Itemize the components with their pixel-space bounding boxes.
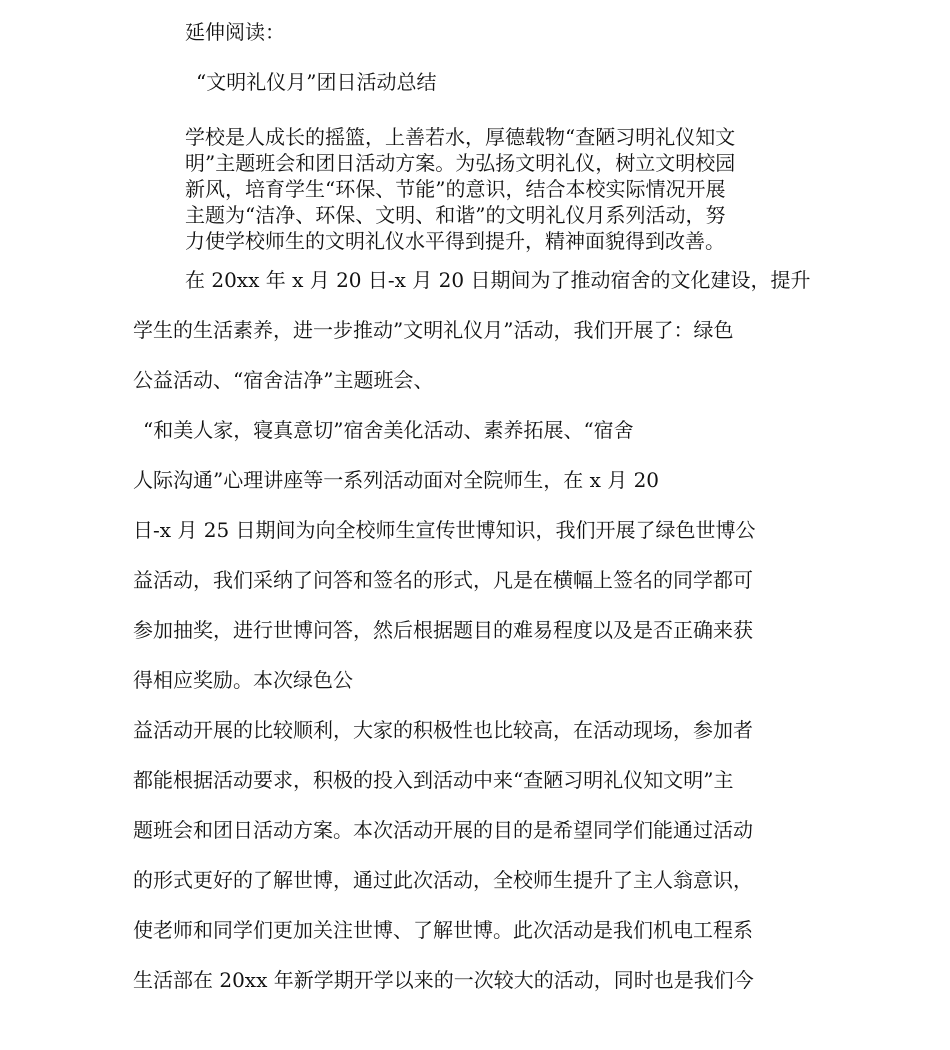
intro-line: 力使学校师生的文明礼仪水平得到提升，精神面貌得到改善。 bbox=[185, 229, 725, 253]
intro-line: 学校是人成长的摇篮，上善若水，厚德载物“查陋习明礼仪知文 bbox=[185, 125, 736, 149]
section-heading: 延伸阅读： bbox=[185, 20, 285, 44]
body-line: 公益活动、“宿舍洁净”主题班会、 bbox=[133, 368, 434, 392]
body-line: 人际沟通”心理讲座等一系列活动面对全院师生，在 x 月 20 bbox=[133, 468, 660, 492]
intro-line: 主题为“洁净、环保、文明、和谐”的文明礼仪月系列活动，努 bbox=[185, 203, 726, 227]
body-line: 使老师和同学们更加关注世博、了解世博。此次活动是我们机电工程系 bbox=[133, 918, 753, 942]
body-line: 在 20xx 年 x 月 20 日-x 月 20 日期间为了推动宿舍的文化建设，提升 bbox=[185, 268, 811, 292]
body-line: 益活动，我们采纳了问答和签名的形式，凡是在横幅上签名的同学都可 bbox=[133, 568, 753, 592]
body-line: 都能根据活动要求，积极的投入到活动中来“查陋习明礼仪知文明”主 bbox=[133, 768, 734, 792]
body-line: 益活动开展的比较顺利，大家的积极性也比较高，在活动现场，参加者 bbox=[133, 718, 753, 742]
body-line: 题班会和团日活动方案。本次活动开展的目的是希望同学们能通过活动 bbox=[133, 818, 753, 842]
body-line: 得相应奖励。本次绿色公 bbox=[133, 668, 353, 692]
body-line: 学生的生活素养，进一步推动”文明礼仪月”活动，我们开展了：绿色 bbox=[133, 318, 734, 342]
article-title: “文明礼仪月”团日活动总结 bbox=[196, 70, 437, 94]
body-line: “和美人家，寝真意切”宿舍美化活动、素养拓展、“宿舍 bbox=[143, 418, 634, 442]
body-line: 日-x 月 25 日期间为向全校师生宣传世博知识，我们开展了绿色世博公 bbox=[133, 518, 756, 542]
body-line: 生活部在 20xx 年新学期开学以来的一次较大的活动，同时也是我们今 bbox=[133, 968, 754, 992]
body-line: 的形式更好的了解世博，通过此次活动，全校师生提升了主人翁意识， bbox=[133, 868, 753, 892]
intro-line: 明”主题班会和团日活动方案。为弘扬文明礼仪，树立文明校园 bbox=[185, 151, 736, 175]
body-line: 参加抽奖，进行世博问答，然后根据题目的难易程度以及是否正确来获 bbox=[133, 618, 753, 642]
intro-line: 新风，培育学生“环保、节能”的意识，结合本校实际情况开展 bbox=[185, 177, 726, 201]
